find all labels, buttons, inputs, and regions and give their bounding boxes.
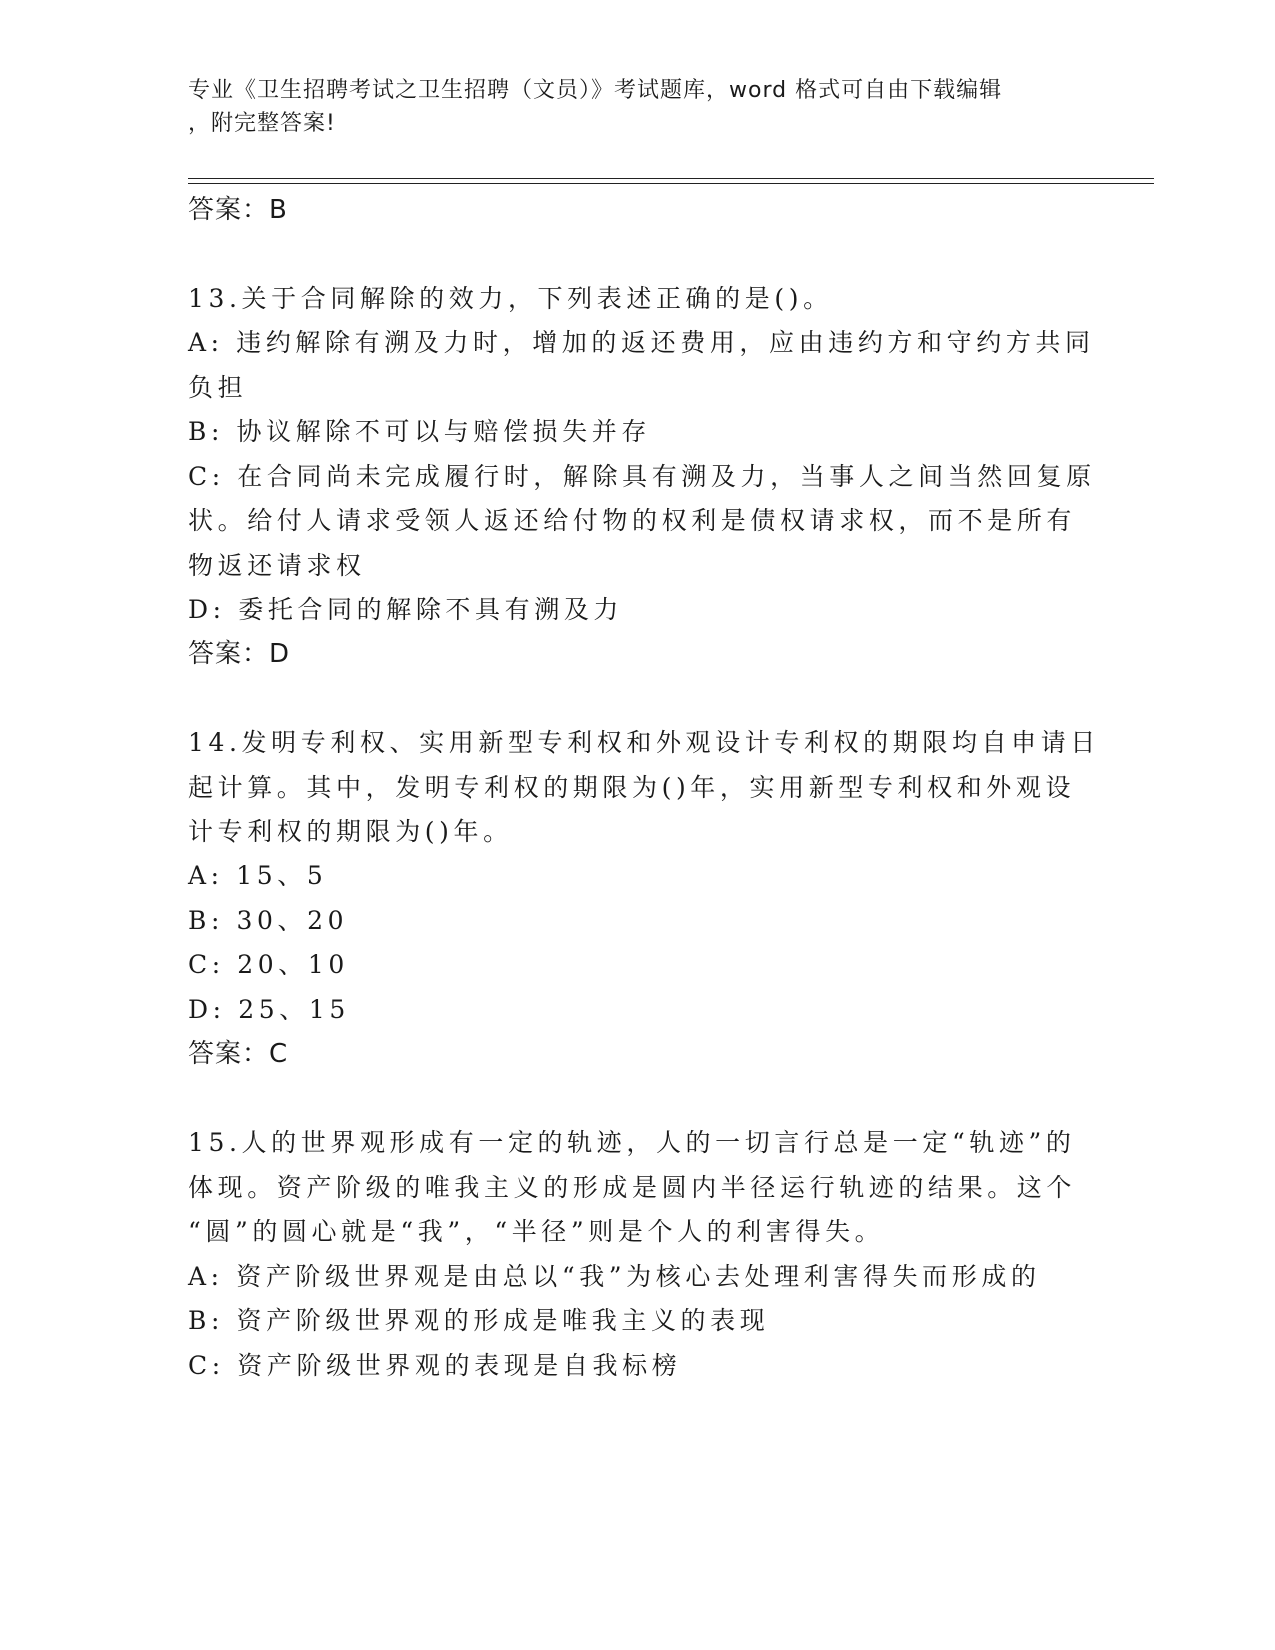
header-divider-bottom xyxy=(188,183,1154,184)
question-13-answer: 答案：D xyxy=(188,639,291,669)
question-13-option-a-line-2: 负担 xyxy=(188,373,248,402)
question-14-stem-line-1: 14.发明专利权、实用新型专利权和外观设计专利权的期限均自申请日 xyxy=(188,728,1100,757)
question-14-option-a: A: 15、5 xyxy=(188,861,328,890)
document-header xyxy=(188,74,1068,140)
question-14-option-b: B: 30、20 xyxy=(188,906,349,935)
question-15-stem-line-3: “圆”的圆心就是“我”，“半径”则是个人的利害得失。 xyxy=(188,1217,885,1246)
header-line-2: ，附完整答案! xyxy=(188,111,336,136)
question-15-stem-line-1: 15.人的世界观形成有一定的轨迹，人的一切言行总是一定“轨迹”的 xyxy=(188,1128,1076,1157)
question-13-option-c-line-3: 物返还请求权 xyxy=(188,551,366,580)
question-13-stem-line-1: 13.关于合同解除的效力，下列表述正确的是()。 xyxy=(188,284,833,313)
question-13-option-d: D: 委托合同的解除不具有溯及力 xyxy=(188,595,624,624)
header-divider-top xyxy=(188,178,1154,179)
question-15-stem-line-2: 体现。资产阶级的唯我主义的形成是圆内半径运行轨迹的结果。这个 xyxy=(188,1173,1077,1202)
question-15-option-a: A: 资产阶级世界观是由总以“我”为核心去处理利害得失而形成的 xyxy=(188,1262,1041,1291)
previous-answer: 答案：B xyxy=(188,195,288,225)
question-15-option-c: C: 资产阶级世界观的表现是自我标榜 xyxy=(188,1351,682,1380)
question-14-stem-line-2: 起计算。其中，发明专利权的期限为()年，实用新型专利权和外观设 xyxy=(188,773,1076,802)
header-line-1: 专业《卫生招聘考试之卫生招聘（文员）》考试题库，word 格式可自由下载编辑 xyxy=(188,78,1003,103)
question-14-option-c: C: 20、10 xyxy=(188,950,349,979)
question-15-option-b: B: 资产阶级世界观的形成是唯我主义的表现 xyxy=(188,1306,770,1335)
question-14-stem-line-3: 计专利权的期限为()年。 xyxy=(188,817,513,846)
question-13-option-a-line-1: A: 违约解除有溯及力时，增加的返还费用，应由违约方和守约方共同 xyxy=(188,328,1095,357)
question-13-option-c-line-1: C: 在合同尚未完成履行时，解除具有溯及力，当事人之间当然回复原 xyxy=(188,462,1096,491)
question-13-option-b: B: 协议解除不可以与赔偿损失并存 xyxy=(188,417,651,446)
question-14-option-d: D: 25、15 xyxy=(188,995,350,1024)
question-13-option-c-line-2: 状。给付人请求受领人返还给付物的权利是债权请求权，而不是所有 xyxy=(188,506,1077,535)
question-14-answer: 答案：C xyxy=(188,1039,289,1069)
